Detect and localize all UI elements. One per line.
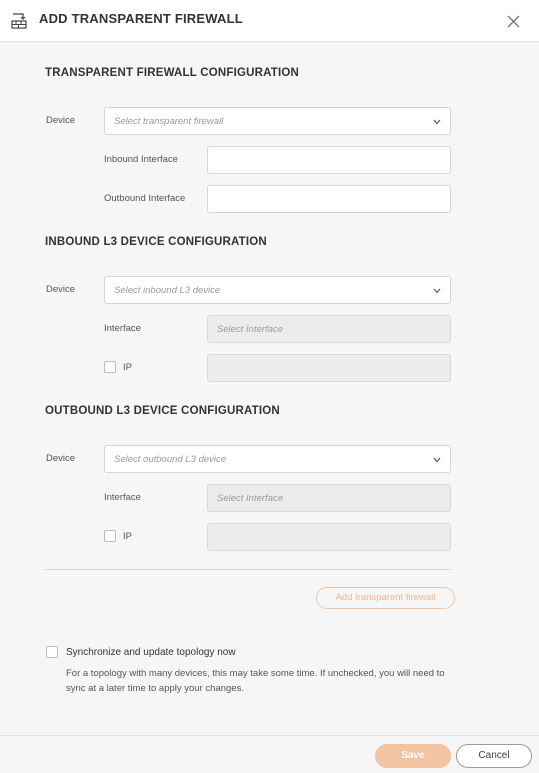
inbound-ip-label: IP (123, 362, 132, 373)
outbound-device-label: Device (46, 453, 76, 464)
firewall-icon (10, 11, 28, 31)
tf-outbound-interface-label: Outbound Interface (104, 193, 186, 204)
inbound-l3-section-title: INBOUND L3 DEVICE CONFIGURATION (45, 236, 267, 248)
outbound-ip-label: IP (123, 531, 132, 542)
inbound-interface-placeholder: Select Interface (217, 324, 284, 335)
chevron-down-icon (433, 288, 441, 294)
tf-device-placeholder: Select transparent firewall (114, 116, 224, 127)
inbound-interface-select[interactable] (207, 315, 451, 343)
tf-device-select[interactable] (104, 107, 451, 135)
tf-inbound-interface-label: Inbound Interface (104, 154, 178, 165)
dialog-footer (0, 735, 539, 773)
inbound-ip-checkbox[interactable] (104, 361, 116, 373)
outbound-ip-checkbox[interactable] (104, 530, 116, 542)
add-transparent-firewall-button[interactable]: Add transparent firewall (316, 587, 455, 609)
tf-outbound-interface-input[interactable] (207, 185, 451, 213)
dialog-title: ADD TRANSPARENT FIREWALL (39, 11, 243, 26)
sync-checkbox[interactable] (46, 646, 58, 658)
tf-device-label: Device (46, 115, 76, 126)
inbound-ip-input[interactable] (207, 354, 451, 382)
close-icon[interactable] (506, 14, 521, 29)
inbound-device-placeholder: Select inbound L3 device (114, 285, 221, 296)
inbound-device-select[interactable] (104, 276, 451, 304)
chevron-down-icon (433, 457, 441, 463)
chevron-down-icon (433, 119, 441, 125)
outbound-interface-select[interactable] (207, 484, 451, 512)
tf-inbound-interface-input[interactable] (207, 146, 451, 174)
outbound-device-placeholder: Select outbound L3 device (114, 454, 226, 465)
inbound-interface-label: Interface (104, 323, 141, 334)
outbound-device-select[interactable] (104, 445, 451, 473)
outbound-interface-label: Interface (104, 492, 141, 503)
cancel-button[interactable]: Cancel (456, 744, 532, 768)
sync-label: Synchronize and update topology now (66, 647, 236, 658)
outbound-ip-input[interactable] (207, 523, 451, 551)
outbound-interface-placeholder: Select Interface (217, 493, 284, 504)
section-divider (44, 569, 451, 570)
dialog-header (0, 0, 539, 42)
save-button[interactable]: Save (375, 744, 451, 768)
transparent-firewall-section-title: TRANSPARENT FIREWALL CONFIGURATION (45, 67, 300, 79)
outbound-l3-section-title: OUTBOUND L3 DEVICE CONFIGURATION (45, 405, 280, 417)
sync-note: For a topology with many devices, this may take some time. If unchecked, you will need to sync at a later time to apply your changes. (66, 668, 445, 694)
inbound-device-label: Device (46, 284, 76, 295)
